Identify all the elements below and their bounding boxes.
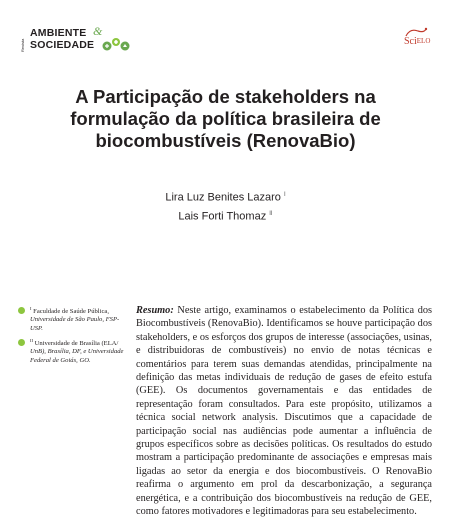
logo-line-1: AMBIENTE (30, 27, 87, 39)
bullet-icon (18, 339, 25, 346)
author-2: Lais Forti Thomaz $^{II}$ (178, 210, 273, 223)
scielo-logo (402, 26, 438, 50)
journal-logo (20, 24, 130, 54)
abstract-text: Neste artigo, examinamos o estabelecimento da Política dos Biocombustíveis (RenovaBio). Identificamos se houve participação dos stakeholders, e os esforços dos grupos de interesse (associações, usinas, e distribuidoras de combustíveis) no envio de notas técnicas e comentários para terem suas demandas atendidas, principalmente na definição das metas individuais de redução de gases de efeito estufa (GEE). Os documentos governamentais e das entidades de representação foram consultados. Para este propósito, utilizamos a técnica social network analysis. Discutimos que a capacidade de participação social nas audiências pode aumentar a influência de grupos específicos sobre as decisões políticas. Os resultados do estudo mostram a participação predominante de associações e empresas mais ligadas ao setor da energia e dos biocombustíveis. O RenovaBio reafirma o argumento em prol da descarbonização, a segurança energética, e a contribuição dos biocombustíveis na redução de GEE, como fatores motivadores e legitimadoras para seu estabelecimento. (136, 305, 432, 518)
scielo-wordmark: SciELO (404, 36, 431, 47)
article-title: A Participação de stakeholders na formulação da política brasileira de biocombustíveis (RenovaBio) (70, 86, 381, 151)
logo-vertical-text: Revista (20, 38, 25, 52)
logo-leaf-icons (102, 32, 130, 52)
author-list (100, 187, 351, 224)
author-1: Lira Luz Benites Lazaro $^I$ (165, 191, 286, 204)
logo-line-2: SOCIEDADE (30, 39, 95, 51)
bullet-icon (18, 307, 25, 314)
abstract-label: Resumo: (136, 305, 174, 316)
abstract (136, 304, 432, 519)
logo-ampersand: & (93, 24, 103, 38)
